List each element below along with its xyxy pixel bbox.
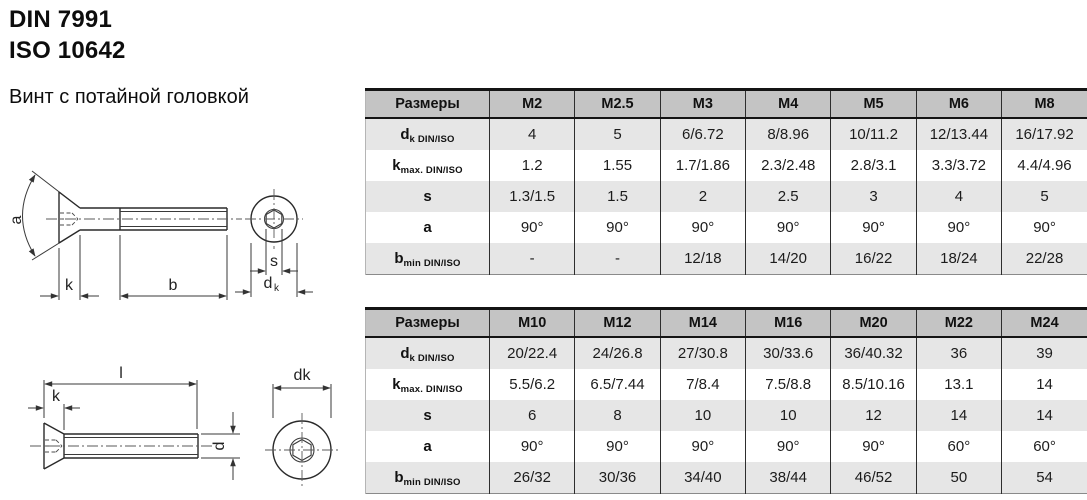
cell-value: -: [490, 243, 575, 275]
cell-value: 5.5/6.2: [490, 369, 575, 400]
cell-value: 4: [916, 181, 1001, 212]
cell-value: 90°: [490, 212, 575, 243]
cell-value: 27/30.8: [660, 337, 745, 369]
l-dim-label: l: [119, 365, 123, 382]
s-dim-label: s: [270, 253, 278, 270]
table-row: [366, 150, 1087, 181]
cell-value: 4.4/4.96: [1002, 150, 1087, 181]
cell-value: 7.5/8.8: [746, 369, 831, 400]
angle-label: a: [8, 215, 25, 225]
cell-value: 90°: [831, 212, 916, 243]
cell-value: 16/17.92: [1002, 118, 1087, 150]
cell-value: 90°: [916, 212, 1001, 243]
cell-value: 36: [916, 337, 1001, 369]
cell-value: 90°: [746, 431, 831, 462]
col-header-size: M2: [490, 90, 575, 119]
cell-value: 30/33.6: [746, 337, 831, 369]
din-standard-title: DIN 7991: [9, 6, 112, 33]
cell-value: 10: [746, 400, 831, 431]
cell-value: 38/44: [746, 462, 831, 494]
table-row: [366, 337, 1087, 369]
table-row: [366, 118, 1087, 150]
col-header-size: M8: [1002, 90, 1087, 119]
cell-value: 5: [575, 118, 660, 150]
row-label: s: [366, 181, 490, 212]
cell-value: 54: [1002, 462, 1087, 494]
cell-value: 10: [660, 400, 745, 431]
col-header-sizes: Размеры: [366, 309, 490, 338]
cell-value: 2.3/2.48: [746, 150, 831, 181]
cell-value: 10/11.2: [831, 118, 916, 150]
cell-value: 5: [1002, 181, 1087, 212]
cell-value: -: [575, 243, 660, 275]
col-header-size: M4: [746, 90, 831, 119]
col-header-size: M2.5: [575, 90, 660, 119]
cell-value: 12/13.44: [916, 118, 1001, 150]
cell-value: 6/6.72: [660, 118, 745, 150]
cell-value: 60°: [1002, 431, 1087, 462]
cell-value: 18/24: [916, 243, 1001, 275]
col-header-size: M3: [660, 90, 745, 119]
col-header-size: M24: [1002, 309, 1087, 338]
cell-value: 90°: [575, 431, 660, 462]
row-label: a: [366, 212, 490, 243]
cell-value: 1.55: [575, 150, 660, 181]
iso-standard-title: ISO 10642: [9, 37, 126, 64]
cell-value: 1.3/1.5: [490, 181, 575, 212]
k-dim-label: k: [52, 388, 60, 405]
row-label: $b_{min DIN/ISO}$: [366, 243, 490, 275]
cell-value: 12/18: [660, 243, 745, 275]
cell-value: 3: [831, 181, 916, 212]
cell-value: 3.3/3.72: [916, 150, 1001, 181]
cell-value: 8.5/10.16: [831, 369, 916, 400]
cell-value: 7/8.4: [660, 369, 745, 400]
col-header-size: M20: [831, 309, 916, 338]
cell-value: 90°: [660, 212, 745, 243]
row-label: a: [366, 431, 490, 462]
k-dim-label: k: [65, 277, 73, 294]
col-header-size: M12: [575, 309, 660, 338]
cell-value: 6.5/7.44: [575, 369, 660, 400]
row-label: s: [366, 400, 490, 431]
col-header-size: M5: [831, 90, 916, 119]
table-row: [366, 462, 1087, 494]
cell-value: 12: [831, 400, 916, 431]
col-header-size: M16: [746, 309, 831, 338]
cell-value: 13.1: [916, 369, 1001, 400]
cell-value: 90°: [1002, 212, 1087, 243]
row-label: $k_{max. DIN/ISO}$: [366, 150, 490, 181]
row-label: $d_{k DIN/ISO}$: [366, 118, 490, 150]
col-header-sizes: Размеры: [366, 90, 490, 119]
cell-value: 30/36: [575, 462, 660, 494]
table-row: [366, 431, 1087, 462]
dk-dim-label-base: d: [263, 275, 273, 292]
cell-value: 4: [490, 118, 575, 150]
col-header-size: M22: [916, 309, 1001, 338]
col-header-size: M10: [490, 309, 575, 338]
screw-drawing-top: [2, 158, 352, 303]
cell-value: 34/40: [660, 462, 745, 494]
cell-value: 90°: [490, 431, 575, 462]
cell-value: 14: [1002, 369, 1087, 400]
row-label: $d_{k DIN/ISO}$: [366, 337, 490, 369]
cell-value: 2.5: [746, 181, 831, 212]
d-dim-label: d: [211, 441, 228, 451]
cell-value: 2: [660, 181, 745, 212]
cell-value: 90°: [575, 212, 660, 243]
cell-value: 14: [1002, 400, 1087, 431]
cell-value: 1.2: [490, 150, 575, 181]
cell-value: 22/28: [1002, 243, 1087, 275]
dk-dim-label: dk: [293, 367, 311, 384]
cell-value: 39: [1002, 337, 1087, 369]
dimensions-table-m10-m24: [365, 307, 1087, 494]
cell-value: 1.5: [575, 181, 660, 212]
cell-value: 8: [575, 400, 660, 431]
table-row: [366, 400, 1087, 431]
header-row: [366, 90, 1087, 119]
table-row: [366, 181, 1087, 212]
cell-value: 2.8/3.1: [831, 150, 916, 181]
cell-value: 90°: [660, 431, 745, 462]
cell-value: 90°: [831, 431, 916, 462]
cell-value: 90°: [746, 212, 831, 243]
b-dim-label: b: [168, 277, 178, 294]
cell-value: 6: [490, 400, 575, 431]
cell-value: 1.7/1.86: [660, 150, 745, 181]
screw-drawing-bottom: [2, 350, 357, 498]
cell-value: 36/40.32: [831, 337, 916, 369]
col-header-size: M14: [660, 309, 745, 338]
cell-value: 20/22.4: [490, 337, 575, 369]
header-row: [366, 309, 1087, 338]
dimensions-table-m2-m8: [365, 88, 1087, 275]
cell-value: 26/32: [490, 462, 575, 494]
cell-value: 8/8.96: [746, 118, 831, 150]
col-header-size: M6: [916, 90, 1001, 119]
dk-dim-label-sub: k: [274, 283, 279, 294]
cell-value: 24/26.8: [575, 337, 660, 369]
table-row: [366, 243, 1087, 275]
table-row: [366, 212, 1087, 243]
row-label: $k_{max. DIN/ISO}$: [366, 369, 490, 400]
product-name: Винт с потайной головкой: [9, 86, 249, 108]
cell-value: 14/20: [746, 243, 831, 275]
table-row: [366, 369, 1087, 400]
row-label: $b_{min DIN/ISO}$: [366, 462, 490, 494]
cell-value: 16/22: [831, 243, 916, 275]
cell-value: 60°: [916, 431, 1001, 462]
standard-titles: [9, 4, 126, 66]
cell-value: 14: [916, 400, 1001, 431]
cell-value: 46/52: [831, 462, 916, 494]
cell-value: 50: [916, 462, 1001, 494]
